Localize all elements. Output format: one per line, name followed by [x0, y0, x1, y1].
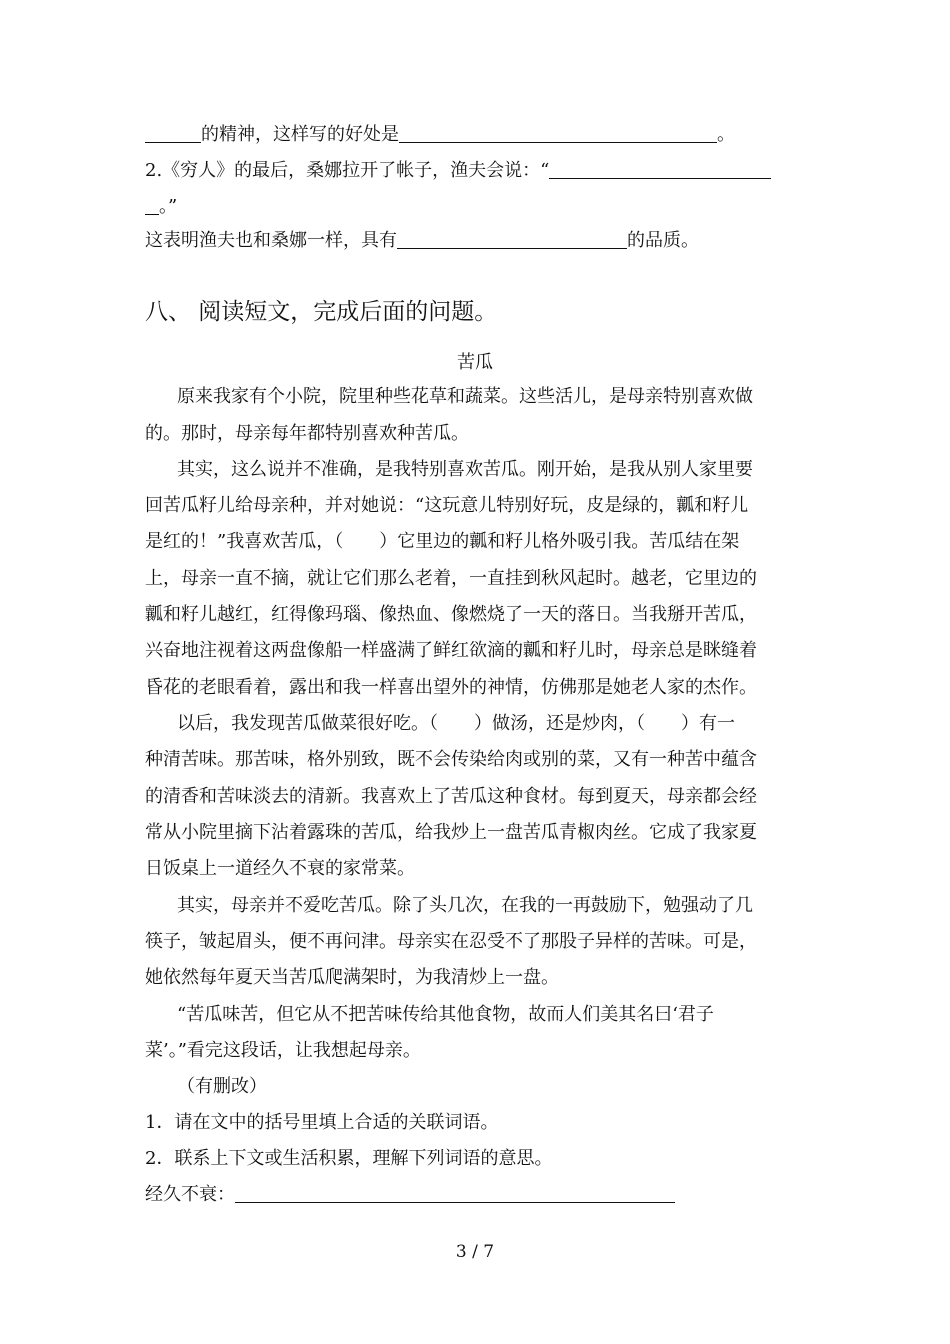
passage-title: 苦瓜: [457, 352, 493, 373]
passage-line: 以后，我发现苦瓜做菜很好吃。（ ）做汤，还是炒肉，（ ）有一: [177, 713, 735, 734]
page-number: 3 / 7: [455, 1242, 495, 1262]
section-heading: 八、 阅读短文，完成后面的问题。: [145, 299, 498, 325]
passage-line: 昏花的老眼看着，露出和我一样喜出望外的神情，仿佛那是她老人家的杰作。: [145, 677, 757, 698]
answer-blank[interactable]: [145, 196, 159, 215]
passage-line: 筷子，皱起眉头，便不再问津。母亲实在忍受不了那股子异样的苦味。可是，: [145, 931, 757, 952]
question-2-line-3: 这表明渔夫也和桑娜一样，具有 的品质。: [145, 230, 699, 251]
answer-blank[interactable]: [145, 124, 201, 143]
question-1: 1．请在文中的括号里填上合适的关联词语。: [145, 1112, 499, 1133]
passage-line: 种清苦味。那苦味，格外别致，既不会传染给肉或别的菜，又有一种苦中蕴含: [145, 749, 757, 770]
passage-line: 其实，母亲并不爱吃苦瓜。除了头几次，在我的一再鼓励下，勉强动了几: [177, 895, 753, 916]
question-2-line-1: 2.《穷人》的最后，桑娜拉开了帐子，渔夫会说：“: [145, 160, 805, 182]
passage-line: 菜’。”看完这段话，让我想起母亲。: [145, 1040, 421, 1061]
passage-line: 上，母亲一直不摘，就让它们那么老着，一直挂到秋风起时。越老，它里边的: [145, 568, 757, 589]
question-2-term: 经久不衰：: [145, 1184, 805, 1206]
passage-line: 的。那时，母亲每年都特别喜欢种苦瓜。: [145, 423, 469, 444]
passage-line: 她依然每年夏天当苦瓜爬满架时，为我清炒上一盘。: [145, 967, 559, 988]
question-line-1: 的精神，这样写的好处是 。: [145, 124, 805, 146]
passage-line: 日饭桌上一道经久不衰的家常菜。: [145, 858, 415, 879]
answer-blank[interactable]: [397, 230, 627, 249]
answer-blank[interactable]: [399, 124, 717, 143]
passage-line: 回苦瓜籽儿给母亲种，并对她说：“这玩意儿特别好玩，皮是绿的，瓤和籽儿: [145, 495, 749, 516]
answer-blank[interactable]: [549, 160, 771, 179]
question-2: 2．联系上下文或生活积累，理解下列词语的意思。: [145, 1148, 553, 1169]
passage-line: 兴奋地注视着这两盘像船一样盛满了鲜红欲滴的瓤和籽儿时，母亲总是眯缝着: [145, 640, 757, 661]
passage-line: 的清香和苦味淡去的清新。我喜欢上了苦瓜这种食材。每到夏天，母亲都会经: [145, 786, 757, 807]
passage-line: 原来我家有个小院，院里种些花草和蔬菜。这些活儿，是母亲特别喜欢做: [177, 386, 753, 407]
question-2-line-2: 。”: [145, 196, 805, 218]
passage-line: “苦瓜味苦，但它从不把苦味传给其他食物，故而人们美其名曰‘君子: [177, 1004, 714, 1025]
passage-line: 常从小院里摘下沾着露珠的苦瓜，给我炒上一盘苦瓜青椒肉丝。它成了我家夏: [145, 822, 757, 843]
answer-blank[interactable]: [235, 1184, 675, 1203]
passage-line: 其实，这么说并不准确，是我特别喜欢苦瓜。刚开始，是我从别人家里要: [177, 459, 753, 480]
source-note: （有删改）: [177, 1076, 267, 1097]
passage-line: 瓤和籽儿越红，红得像玛瑙、像热血、像燃烧了一天的落日。当我掰开苦瓜，: [145, 604, 757, 625]
passage-line: 是红的！”我喜欢苦瓜，（ ）它里边的瓤和籽儿格外吸引我。苦瓜结在架: [145, 531, 740, 552]
